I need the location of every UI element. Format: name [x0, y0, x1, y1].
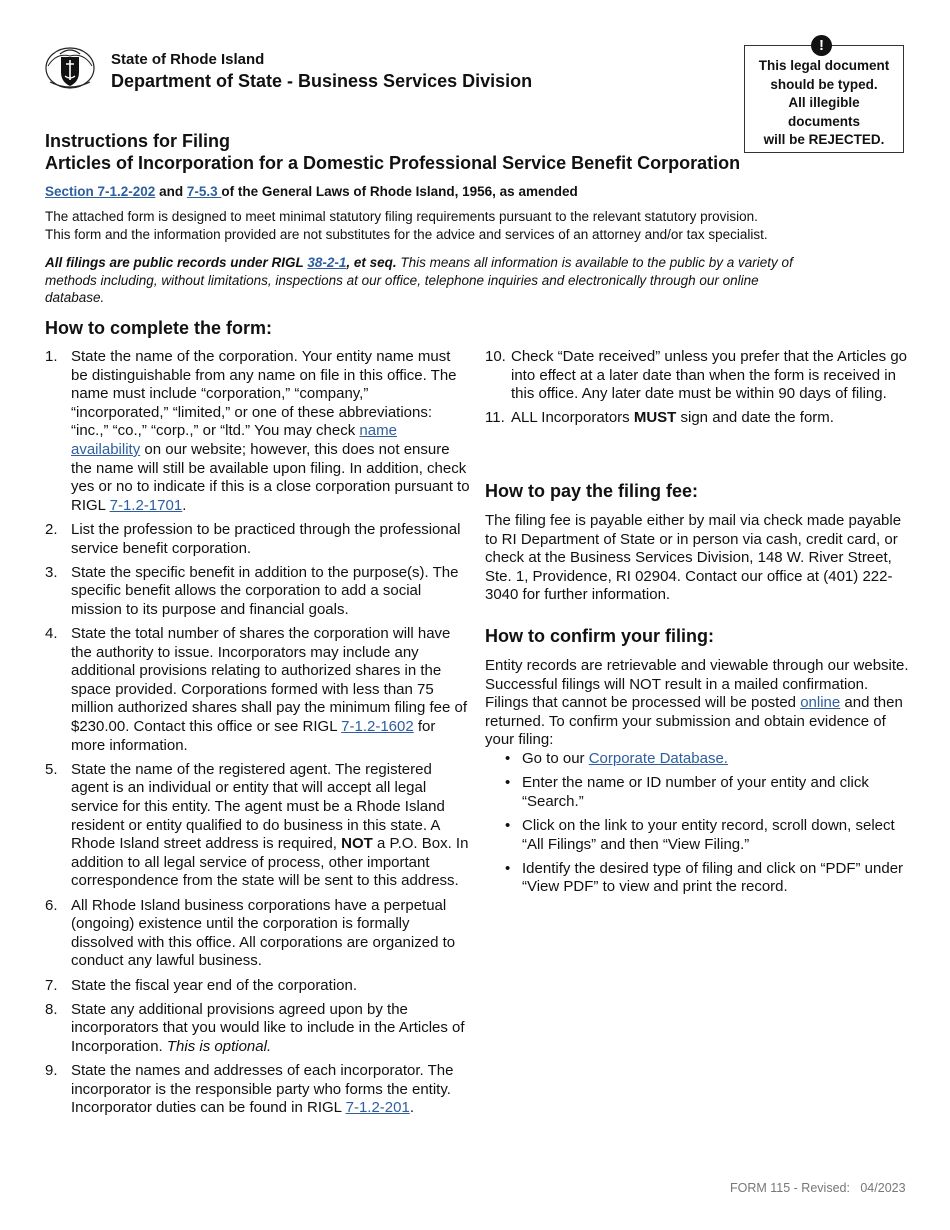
step-number: 6. [45, 896, 58, 914]
page-subtitle: Articles of Incorporation for a Domestic Professional Service Benefit Corporation [45, 153, 741, 173]
list-item [45, 348, 470, 515]
step-number: 3. [45, 563, 58, 581]
step-number: 8. [45, 1000, 58, 1018]
optional-note: This is optional. [166, 1037, 272, 1055]
list-item [505, 774, 905, 811]
warning-line: documents [787, 113, 860, 129]
rigl-7-1-2-1602-link[interactable]: 7-1.2-1602 [341, 718, 414, 736]
step-number: 10. [485, 348, 506, 365]
list-item [45, 897, 470, 971]
filing-fee-text: The filing fee is payable either by mail via check made payable to RI Department of State or in person via cash, credit card, or check at the Business Services Division, 148 W. River Street, Ste. 1, Providence, RI 02904. Contact our office at (401) 222-3040 for further information. [485, 512, 902, 604]
warning-line: will be REJECTED. [763, 132, 885, 147]
step-text: State the total number of shares the corporation will have the authority to issue. Incorporators may include any additional provisions relating to authorized shares in the space provided. Corporations formed with less than 75 million authorized shares shall pay the minimum filing fee of $230.00. Contact this office or see RIGL [71, 625, 468, 736]
warning-line: All illegible [788, 95, 860, 110]
intro-text [45, 208, 835, 243]
bullet-icon: • [505, 750, 511, 767]
step-text: on our website; however, this does not ensure the name will still be available upon filing. In addition, check yes or no to indicate if this is a close corporation pursuant to RIGL [71, 440, 470, 514]
step-number: 2. [45, 520, 58, 538]
step-text: State the name of the registered agent. The registered agent is an individual or entity that will accept all legal service for this entity. The agent must be a Rhode Island resident or entity qualified to do business in this state. A Rhode Island street address is required, [71, 760, 445, 853]
list-item [505, 860, 905, 897]
list-item [45, 977, 470, 996]
step-text: State the fiscal year end of the corporation. [71, 976, 358, 994]
step-text: ALL Incorporators [511, 409, 634, 427]
list-item [45, 1001, 470, 1057]
bullet-text: Click on the link to your entity record, scroll down, select “All Filings” and then “View Filing.” [522, 816, 895, 853]
must-emphasis: MUST [633, 409, 677, 427]
section-7-5-3-link[interactable]: 7-5.3 [186, 184, 222, 199]
statute-and: and [155, 184, 187, 199]
instruction-list-left [45, 348, 470, 1124]
step-text: a P.O. Box. In addition to all legal service of process, other important correspondence from the state will be sent to this address. [71, 835, 469, 890]
public-records-notice [45, 254, 820, 307]
step-text: for more information. [71, 718, 436, 754]
department-name: Department of State - Business Services Division [111, 71, 533, 91]
step-text: Check “Date received” unless you prefer that the Articles go into effect at a later date than when the form is received in this office. Any later date must be within 90 days of filing. [511, 348, 908, 403]
public-records-text: This means all information is available to the public by a variety of methods including, without limitations, inspections at our office, telephone inquiries and electronically through our online database. [45, 255, 793, 305]
step-text: State any additional provisions agreed upon by the incorporators that you would like to include in the Articles of Incorporation. [71, 1000, 465, 1055]
list-item [45, 1062, 470, 1118]
step-text: State the specific benefit in addition to the purpose(s). The specific benefit allows the corporation to add a social mission to its purpose and financial goals. [71, 563, 459, 618]
name-availability-link[interactable]: name availability [71, 422, 397, 458]
confirm-filing-text [485, 657, 910, 750]
bullet-icon: • [505, 859, 511, 877]
list-item [45, 625, 470, 755]
confirm-filing-heading: How to confirm your filing: [485, 626, 714, 646]
complete-form-heading: How to complete the form: [45, 318, 273, 338]
step-text: . [409, 1099, 414, 1117]
step-number: 9. [45, 1062, 58, 1080]
rigl-7-1-2-201-link[interactable]: 7-1.2-201 [345, 1099, 410, 1117]
list-item [505, 817, 905, 854]
list-item [45, 521, 470, 558]
step-text: State the names and addresses of each incorporator. The incorporator is the responsible party who forms the entity. Incorporator duties can be found in RIGL [71, 1062, 454, 1117]
list-item [45, 761, 470, 891]
public-records-suffix: , et seq. [346, 255, 397, 270]
page-title: Instructions for Filing [45, 131, 230, 151]
statute-rest: of the General Laws of Rhode Island, 1956, as amended [221, 184, 578, 199]
warning-line: should be typed. [770, 76, 878, 92]
confirm-text-a: Entity records are retrievable and viewable through our website. Successful filings will NOT result in a mailed confirmation. Filings that cannot be processed will be posted [485, 657, 909, 712]
filing-fee-heading: How to pay the filing fee: [485, 481, 699, 501]
statute-reference [45, 184, 578, 199]
step-number: 7. [45, 976, 58, 994]
public-records-prefix: All filings are public records under RIGL [45, 255, 308, 270]
step-number: 4. [45, 625, 58, 643]
intro-line-1: The attached form is designed to meet minimal statutory filing requirements pursuant to the relevant statutory provision. [45, 209, 758, 224]
instruction-list-right [485, 348, 910, 434]
bullet-text: Identify the desired type of filing and click on “PDF” under “View PDF” to view and print the record. [522, 859, 904, 896]
step-number: 1. [45, 348, 58, 365]
confirm-steps-list [505, 750, 905, 903]
bullet-text: Go to our [522, 750, 589, 767]
state-seal-icon [44, 42, 96, 94]
typed-document-warning [744, 45, 904, 153]
bullet-icon: • [505, 816, 511, 834]
rigl-7-1-2-1701-link[interactable]: 7-1.2-1701 [109, 496, 183, 514]
confirm-text-b: and then returned. To confirm your submission and obtain evidence of your filing: [485, 694, 903, 749]
form-revision-footer: FORM 115 - Revised: 04/2023 [730, 1181, 906, 1195]
bullet-text: Enter the name or ID number of your entity and click “Search.” [522, 774, 869, 810]
step-text: . [182, 496, 187, 514]
intro-line-2: This form and the information provided are not substitutes for the advice and services of an attorney and/or tax specialist. [45, 226, 768, 242]
warning-line: This legal document [758, 58, 890, 73]
online-link[interactable]: online [800, 694, 841, 712]
corporate-database-link[interactable]: Corporate Database. [588, 750, 728, 767]
step-text: sign and date the form. [676, 409, 834, 427]
list-item [485, 348, 910, 404]
step-text: State the name of the corporation. Your entity name must be distinguishable from any name on file in this office. The name must include “corporation,” “company,” “incorporated,” “limited,” or one of these abbreviations: “inc.,” “co.,” “corp.,” or “ltd.” You may check [71, 348, 457, 440]
state-name: State of Rhode Island [111, 51, 265, 68]
list-item [45, 564, 470, 620]
list-item [505, 750, 905, 769]
rigl-38-2-1-link[interactable]: 38-2-1 [307, 255, 347, 270]
bullet-icon: • [505, 774, 511, 792]
not-emphasis: NOT [341, 835, 373, 853]
exclamation-icon: ! [811, 35, 832, 56]
list-item [485, 409, 910, 428]
step-text: All Rhode Island business corporations have a perpetual (ongoing) existence until the corporation is formally dissolved with this office. All corporations are organized to conduct any lawful business. [71, 896, 456, 970]
step-text: List the profession to be practiced through the professional service benefit corporation. [71, 520, 461, 557]
section-7-1-2-202-link[interactable]: Section 7-1.2-202 [45, 184, 156, 199]
step-number: 5. [45, 760, 58, 778]
step-number: 11. [485, 409, 505, 427]
